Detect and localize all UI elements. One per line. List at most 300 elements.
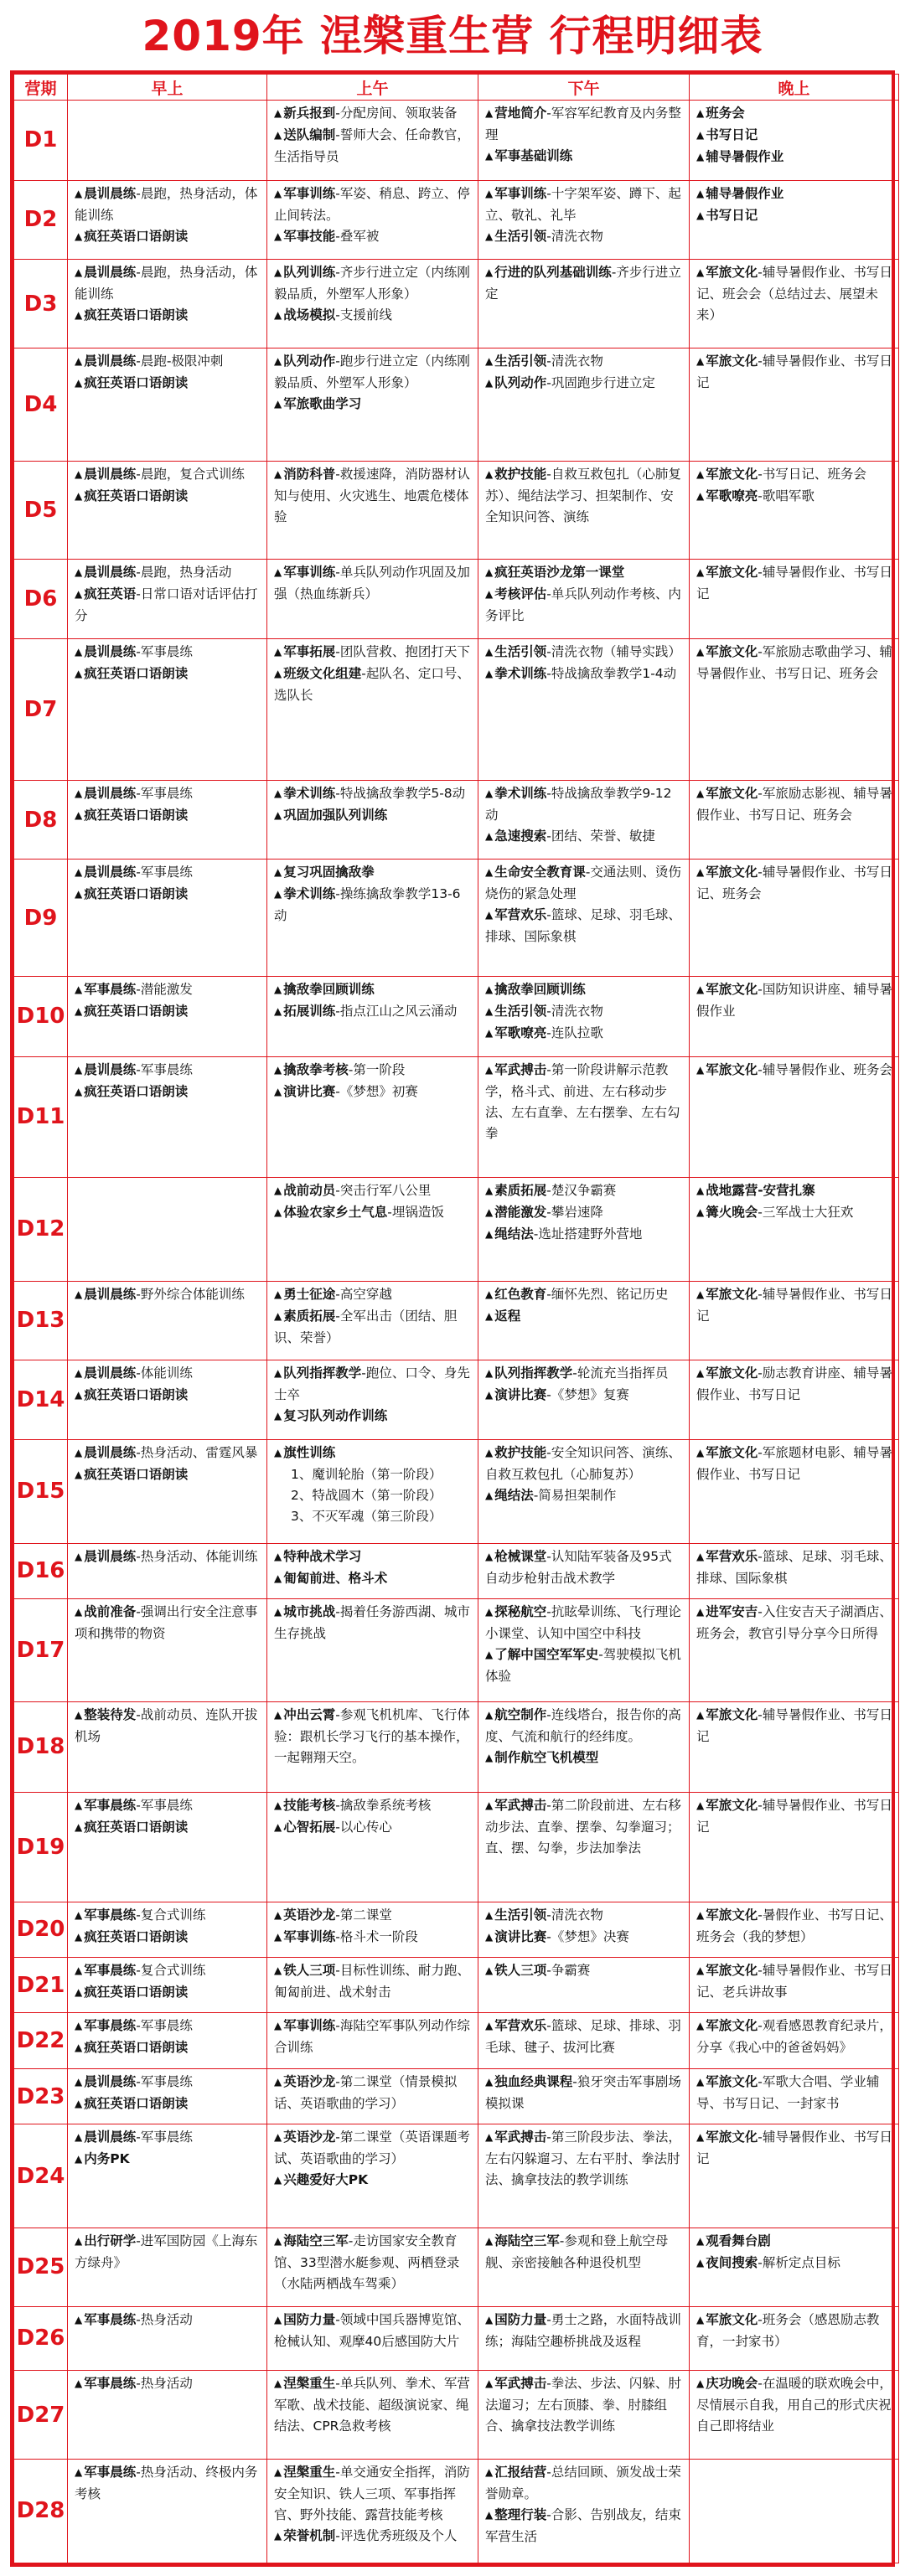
bullet-triangle-icon: ▲ (696, 355, 705, 368)
day-label: D1 (14, 101, 68, 181)
bullet-triangle-icon: ▲ (274, 2313, 282, 2326)
bullet-triangle-icon: ▲ (75, 1799, 83, 1811)
bullet-triangle-icon: ▲ (274, 566, 282, 579)
activity-item (274, 1927, 472, 1949)
activity-item (75, 2037, 261, 2059)
activity-title: 素质拓展 (494, 1182, 547, 1198)
evening-cell (690, 1902, 899, 1957)
bullet-triangle-icon: ▲ (696, 187, 705, 199)
activity-title: 红色教育 (494, 1286, 547, 1302)
activity-detail: -晨跑，复合式训练 (136, 467, 245, 483)
bullet-triangle-icon: ▲ (696, 1184, 705, 1196)
activity-title: 疯狂英语口语朗读 (84, 1819, 189, 1835)
bullet-triangle-icon: ▲ (696, 129, 705, 141)
activity-title: 复习巩固擒敌拳 (283, 865, 375, 880)
activity-title: 匍匐前进、格斗术 (283, 1570, 388, 1586)
table-row (14, 260, 899, 348)
afternoon-cell (478, 560, 690, 639)
activity-title: 军旅文化 (706, 467, 758, 483)
table-row (14, 462, 899, 560)
activity-detail: -领域中国兵器博览馆、枪械认知、观摩40后感国防大片 (274, 2311, 470, 2349)
activity-item (485, 1180, 683, 1202)
bullet-triangle-icon: ▲ (696, 1550, 705, 1562)
activity-item (75, 2127, 261, 2149)
activity-title: 急速搜索 (494, 828, 547, 844)
day-label: D15 (14, 1439, 68, 1543)
activity-title: 海陆空三军 (283, 2233, 349, 2249)
table-row (14, 101, 899, 181)
bullet-triangle-icon: ▲ (274, 468, 282, 481)
activity-detail: -十字架军姿、蹲下、起立、敬礼、礼毕 (485, 185, 681, 223)
activity-detail: -驾驶模拟飞机体验 (485, 1647, 681, 1685)
bullet-triangle-icon: ▲ (485, 1288, 494, 1300)
activity-title: 军旅文化 (706, 1286, 758, 1302)
day-label: D19 (14, 1792, 68, 1902)
activity-item (485, 2505, 683, 2548)
activity-item (75, 262, 261, 305)
activity-title: 晨训晨练 (84, 1444, 137, 1460)
activity-detail: -进军国防园《上海东方绿舟》 (75, 2233, 258, 2271)
activity-detail: -连线塔台，报告你的高度、气流和航行的经纬度。 (485, 1706, 681, 1744)
early-morning-cell (68, 180, 267, 260)
activity-item (696, 862, 892, 905)
activity-item (274, 2373, 472, 2437)
activity-item (696, 103, 892, 125)
activity-title: 军旅文化 (706, 1706, 758, 1722)
bullet-triangle-icon: ▲ (485, 1446, 494, 1458)
activity-detail: -辅导暑假作业、书写日记 (696, 1286, 892, 1324)
bullet-triangle-icon: ▲ (696, 1964, 705, 1976)
day-label: D11 (14, 1056, 68, 1177)
evening-cell (690, 260, 899, 348)
activity-detail: -特战擒敌拳教学5-8动 (335, 785, 466, 801)
bullet-triangle-icon: ▲ (274, 309, 282, 322)
activity-title: 送队编制 (283, 127, 336, 142)
activity-detail: -目标性训练、耐力跑、匍匐前进、战术射击 (274, 1962, 470, 2000)
activity-detail: -选址搭建野外营地 (533, 1226, 643, 1242)
activity-item (485, 1001, 683, 1023)
day-label: D22 (14, 2013, 68, 2068)
activity-title: 生活引领 (494, 228, 547, 244)
activity-title: 队列训练 (283, 265, 336, 281)
activity-detail: -入住安吉天子湖酒店、班务会，教官引导分享今日所得 (696, 1604, 892, 1642)
activity-title: 军旅文化 (706, 265, 758, 281)
activity-item (696, 1180, 892, 1202)
activity-item (274, 2072, 472, 2114)
afternoon-cell (478, 1957, 690, 2012)
activity-item (75, 2072, 261, 2093)
early-morning-cell (68, 560, 267, 639)
activity-detail: -解析定点目标 (758, 2255, 840, 2271)
activity-title: 队列动作 (494, 375, 547, 391)
evening-cell (690, 2013, 899, 2068)
table-row (14, 2306, 899, 2371)
activity-item (75, 1284, 261, 1306)
morning-cell (267, 2306, 478, 2371)
activity-detail: -楚汉争霸赛 (546, 1182, 617, 1198)
afternoon-cell (478, 780, 690, 860)
morning-cell (267, 976, 478, 1056)
activity-detail: -全军出击（团结、胆识、荣誉） (274, 1308, 458, 1345)
bullet-triangle-icon: ▲ (696, 151, 705, 163)
activity-title: 疯狂英语口语朗读 (84, 886, 189, 902)
activity-detail: -暑假作业、书写日记、班务会（我的梦想） (696, 1907, 892, 1944)
early-morning-cell (68, 1281, 267, 1360)
activity-title: 军武搏击 (494, 1061, 547, 1077)
bullet-triangle-icon: ▲ (274, 107, 282, 119)
activity-detail: -军事晨练 (136, 1061, 193, 1077)
activity-detail: -清洗衣物 (546, 354, 603, 369)
activity-detail: -单兵队列、拳术、军营军歌、战术技能、超级演说家、绳结法、CPR急救考核 (274, 2376, 470, 2434)
activity-item (75, 1001, 261, 1023)
activity-detail: -第二课堂（英语课题考试、英语歌曲的学习） (274, 2129, 470, 2167)
activity-item (75, 2373, 261, 2395)
table-row (14, 180, 899, 260)
bullet-triangle-icon: ▲ (75, 230, 83, 242)
activity-title: 辅导暑假作业 (706, 185, 784, 201)
activity-title: 生命安全教育课 (494, 865, 586, 880)
activity-item (75, 2016, 261, 2037)
activity-title: 素质拓展 (283, 1308, 336, 1324)
activity-detail: -清洗衣物 (546, 228, 603, 244)
bullet-triangle-icon: ▲ (696, 1799, 705, 1811)
bullet-triangle-icon: ▲ (485, 866, 494, 879)
bullet-triangle-icon: ▲ (75, 377, 83, 390)
activity-title: 涅槃重生 (283, 2376, 336, 2392)
bullet-triangle-icon: ▲ (696, 645, 705, 658)
activity-detail: -第三阶段步法、拳法，左右闪躲遛习、左右平肘、拳法肘法、擒拿技法的教学训练 (485, 2129, 681, 2188)
activity-detail: -攀岩速降 (546, 1204, 603, 1220)
table-row (14, 2068, 899, 2124)
activity-item (274, 1443, 472, 1464)
activity-item (75, 663, 261, 685)
activity-detail: -辅导暑假作业、班务会 (758, 1061, 892, 1077)
bullet-triangle-icon: ▲ (274, 2020, 282, 2032)
table-row (14, 1957, 899, 2012)
activity-detail: -班务会（感恩励志教育，一封家书） (696, 2311, 880, 2349)
activity-item (274, 979, 472, 1001)
activity-item (274, 2170, 472, 2191)
morning-cell (267, 1792, 478, 1902)
evening-cell (690, 860, 899, 977)
bullet-triangle-icon: ▲ (274, 1205, 282, 1218)
evening-cell (690, 2371, 899, 2460)
bullet-triangle-icon: ▲ (75, 2042, 83, 2054)
activity-detail: -单兵队列动作考核、内务评比 (485, 586, 681, 624)
activity-title: 海陆空三军 (494, 2233, 560, 2249)
activity-item (274, 1202, 472, 1224)
activity-title: 战前准备 (84, 1604, 137, 1620)
header-morning: 上午 (267, 75, 478, 101)
activity-title: 军事晨练 (84, 2018, 137, 2034)
activity-detail: -安全知识问答、演练、自救互救包扎（心肺复苏） (485, 1444, 681, 1482)
activity-item (485, 1602, 683, 1644)
activity-item (485, 1224, 683, 1246)
header-evening: 晚上 (690, 75, 899, 101)
early-morning-cell (68, 860, 267, 977)
activity-detail: -晨跑，热身活动 (136, 565, 232, 581)
activity-title: 疯狂英语口语朗读 (84, 375, 189, 391)
activity-title: 兴趣爱好大PK (283, 2172, 369, 2188)
activity-detail: -参观飞机机库、飞行体验：跟机长学习飞行的基本操作，一起翱翔天空。 (274, 1706, 470, 1765)
activity-title: 晨训晨练 (84, 1286, 137, 1302)
activity-item (274, 562, 472, 605)
activity-detail: -辅导暑假作业、书写日记 (696, 354, 892, 391)
activity-item (485, 1443, 683, 1485)
activity-item (75, 226, 261, 248)
activity-detail: -辅导暑假作业、书写日记 (696, 565, 892, 602)
bullet-triangle-icon: ▲ (75, 1930, 83, 1943)
bullet-triangle-icon: ▲ (485, 1550, 494, 1562)
activity-detail: -团队营救、抱团打天下 (335, 643, 470, 659)
activity-title: 军旅文化 (706, 1444, 758, 1460)
activity-item (75, 1363, 261, 1385)
activity-detail: -以心传心 (335, 1819, 392, 1835)
early-morning-cell (68, 2228, 267, 2306)
bullet-triangle-icon: ▲ (274, 187, 282, 199)
activity-title: 班务会 (706, 106, 745, 121)
activity-detail: -单交通安全指挥，消防安全知识、铁人三项、军事指挥官、野外技能、露营技能考核 (274, 2464, 470, 2522)
activity-item (485, 826, 683, 848)
morning-cell (267, 1177, 478, 1281)
activity-item (485, 663, 683, 685)
activity-subitem: 1、魔训轮胎（第一阶段） (291, 1466, 442, 1482)
bullet-triangle-icon: ▲ (75, 1468, 83, 1480)
early-morning-cell (68, 976, 267, 1056)
activity-item (696, 1905, 892, 1948)
activity-item (274, 1306, 472, 1349)
activity-detail: -团结、荣誉、敏捷 (546, 828, 655, 844)
activity-detail: -辅导暑假作业、书写日记、班会会（总结过去、展望未来） (696, 265, 892, 323)
activity-detail: -书写日记、班务会 (758, 467, 866, 483)
afternoon-cell (478, 180, 690, 260)
activity-item (485, 351, 683, 373)
day-label: D13 (14, 1281, 68, 1360)
afternoon-cell (478, 2371, 690, 2460)
activity-item (696, 1795, 892, 1838)
activity-item (696, 147, 892, 168)
bullet-triangle-icon: ▲ (274, 1085, 282, 1097)
activity-item (696, 205, 892, 227)
bullet-triangle-icon: ▲ (75, 1964, 83, 1976)
day-label: D16 (14, 1543, 68, 1598)
activity-title: 旗性训练 (283, 1444, 336, 1460)
table-row (14, 2459, 899, 2563)
activity-title: 汇报结营 (494, 2464, 547, 2480)
activity-detail: -第二课堂 (335, 1907, 392, 1923)
activity-title: 班级文化组建 (283, 665, 362, 681)
activity-item (696, 2310, 892, 2352)
bullet-triangle-icon: ▲ (274, 355, 282, 368)
day-label: D28 (14, 2459, 68, 2563)
bullet-triangle-icon: ▲ (485, 266, 494, 279)
day-label: D2 (14, 180, 68, 260)
bullet-triangle-icon: ▲ (75, 2235, 83, 2248)
activity-title: 疯狂英语口语朗读 (84, 1003, 189, 1019)
bullet-triangle-icon: ▲ (274, 2075, 282, 2088)
activity-detail: -体能训练 (136, 1365, 193, 1381)
activity-title: 疯狂英语口语朗读 (84, 1928, 189, 1944)
activity-detail: -争霸赛 (546, 1962, 591, 1978)
day-label: D17 (14, 1599, 68, 1702)
activity-title: 军事晨练 (84, 2311, 137, 2327)
table-row (14, 1439, 899, 1543)
activity-item (75, 805, 261, 827)
afternoon-cell (478, 2306, 690, 2371)
activity-item (274, 262, 472, 305)
activity-detail: -军事晨练 (136, 1797, 193, 1813)
afternoon-cell (478, 348, 690, 462)
activity-item (274, 2016, 472, 2058)
evening-cell (690, 462, 899, 560)
activity-detail: -辅导暑假作业、书写日记、班务会 (696, 865, 892, 902)
activity-item (274, 663, 472, 706)
activity-title: 疯狂英语口语朗读 (84, 1387, 189, 1403)
afternoon-cell (478, 1056, 690, 1177)
activity-item (485, 1385, 683, 1407)
activity-detail: -交通法则、烫伤烧伤的紧急处理 (485, 865, 681, 902)
bullet-triangle-icon: ▲ (75, 787, 83, 799)
activity-item (696, 1443, 892, 1485)
activity-title: 国防力量 (494, 2311, 547, 2327)
activity-detail: -操练擒敌拳教学13-6动 (274, 886, 461, 924)
bullet-triangle-icon: ▲ (75, 1985, 83, 1998)
schedule-table-frame (10, 70, 895, 2567)
activity-title: 消防科普 (283, 467, 336, 483)
evening-cell (690, 1439, 899, 1543)
activity-detail: -叠军被 (335, 228, 380, 244)
activity-detail: -救援速降，消防器材认知与使用、火灾逃生、地震危楼体验 (274, 467, 470, 525)
activity-item (274, 305, 472, 327)
activity-detail: -潜能激发 (136, 981, 193, 997)
activity-title: 队列指挥教学 (494, 1365, 573, 1381)
table-row (14, 780, 899, 860)
bullet-triangle-icon: ▲ (485, 377, 494, 390)
activity-title: 军武搏击 (494, 2129, 547, 2145)
bullet-triangle-icon: ▲ (485, 1227, 494, 1240)
activity-title: 救护技能 (494, 467, 547, 483)
activity-detail: -连队拉歌 (546, 1025, 603, 1040)
morning-cell (267, 1957, 478, 2012)
bullet-triangle-icon: ▲ (274, 787, 282, 799)
activity-title: 军旅文化 (706, 865, 758, 880)
early-morning-cell (68, 1792, 267, 1902)
activity-detail: -齐步行进立定 (485, 265, 681, 302)
activity-title: 晨训晨练 (84, 785, 137, 801)
activity-detail: -军旅题材电影、辅导暑假作业、书写日记 (696, 1444, 892, 1482)
evening-cell (690, 180, 899, 260)
activity-title: 军旅文化 (706, 643, 758, 659)
activity-detail: -跑步行进立定（内练刚毅品质、外塑军人形象） (274, 354, 470, 391)
bullet-triangle-icon: ▲ (75, 2075, 83, 2088)
morning-cell (267, 1056, 478, 1177)
activity-item (274, 1905, 472, 1927)
activity-detail: -跑位、口令、身先士卒 (274, 1365, 470, 1403)
evening-cell (690, 2124, 899, 2228)
bullet-triangle-icon: ▲ (485, 1908, 494, 1921)
bullet-triangle-icon: ▲ (75, 2097, 83, 2109)
activity-item (696, 1060, 892, 1082)
activity-detail: -第一阶段 (348, 1061, 406, 1077)
bullet-triangle-icon: ▲ (485, 787, 494, 799)
activity-title: 军武搏击 (494, 1797, 547, 1813)
activity-title: 进军安吉 (706, 1604, 758, 1620)
activity-item (485, 2310, 683, 2352)
activity-title: 荣誉机制 (283, 2527, 336, 2543)
header-day: 营期 (14, 75, 68, 101)
activity-title: 晨训晨练 (84, 565, 137, 581)
page-title: 2019年 涅槃重生营 行程明细表 (142, 12, 763, 60)
bullet-triangle-icon: ▲ (485, 2508, 494, 2521)
activity-title: 军营欢乐 (494, 2018, 547, 2034)
activity-detail: -简易担架制作 (533, 1487, 617, 1503)
activity-item (75, 2093, 261, 2115)
bullet-triangle-icon: ▲ (75, 888, 83, 901)
afternoon-cell (478, 638, 690, 780)
early-morning-cell (68, 260, 267, 348)
activity-detail: -日常口语对话评估打分 (75, 586, 258, 624)
evening-cell (690, 348, 899, 462)
activity-title: 体验农家乡土气息 (283, 1204, 388, 1220)
activity-detail: -海陆空军事队列动作综合训练 (274, 2018, 470, 2056)
activity-item (485, 2016, 683, 2058)
activity-subitem: 2、特战圆木（第一阶段） (291, 1487, 442, 1503)
bullet-triangle-icon: ▲ (485, 667, 494, 679)
activity-title: 特种战术学习 (283, 1548, 362, 1564)
afternoon-cell (478, 1543, 690, 1598)
activity-title: 队列指挥教学 (283, 1365, 362, 1381)
bullet-triangle-icon: ▲ (696, 209, 705, 221)
activity-title: 疯狂英语口语朗读 (84, 1083, 189, 1099)
activity-item (75, 1905, 261, 1927)
activity-title: 军事基础训练 (494, 148, 573, 163)
activity-detail: -军歌大合唱、学业辅导、书写日记、一封家书 (696, 2073, 880, 2111)
activity-title: 军事晨练 (84, 1907, 137, 1923)
morning-cell (267, 1360, 478, 1440)
bullet-triangle-icon: ▲ (696, 2257, 705, 2269)
early-morning-cell (68, 1360, 267, 1440)
bullet-triangle-icon: ▲ (485, 2235, 494, 2248)
activity-title: 疯狂英语口语朗读 (84, 2095, 189, 2111)
bullet-triangle-icon: ▲ (485, 1799, 494, 1811)
activity-title: 返程 (494, 1308, 521, 1324)
activity-detail: -热身活动、终极内务考核 (75, 2464, 258, 2501)
activity-title: 战地露营-安营扎寨 (706, 1182, 815, 1198)
activity-item (485, 1644, 683, 1687)
activity-item (485, 1306, 683, 1328)
bullet-triangle-icon: ▲ (696, 2075, 705, 2088)
early-morning-cell (68, 1599, 267, 1702)
activity-title: 军事晨练 (84, 1962, 137, 1978)
activity-detail: -军事晨练 (136, 2129, 193, 2145)
early-morning-cell (68, 638, 267, 780)
activity-item (75, 884, 261, 906)
activity-title: 军事晨练 (84, 2376, 137, 2392)
day-label: D8 (14, 780, 68, 860)
early-morning-cell (68, 2124, 267, 2228)
bullet-triangle-icon: ▲ (274, 888, 282, 901)
activity-item (696, 183, 892, 205)
activity-detail: -晨跑，热身活动，体能训练 (75, 185, 258, 223)
afternoon-cell (478, 462, 690, 560)
afternoon-cell (478, 1701, 690, 1792)
activity-item (274, 1060, 472, 1082)
activity-title: 夜间搜索 (706, 2255, 758, 2271)
activity-item (696, 125, 892, 147)
activity-item (485, 226, 683, 248)
activity-title: 晨训晨练 (84, 643, 137, 659)
activity-title: 晨训晨练 (84, 1548, 137, 1564)
